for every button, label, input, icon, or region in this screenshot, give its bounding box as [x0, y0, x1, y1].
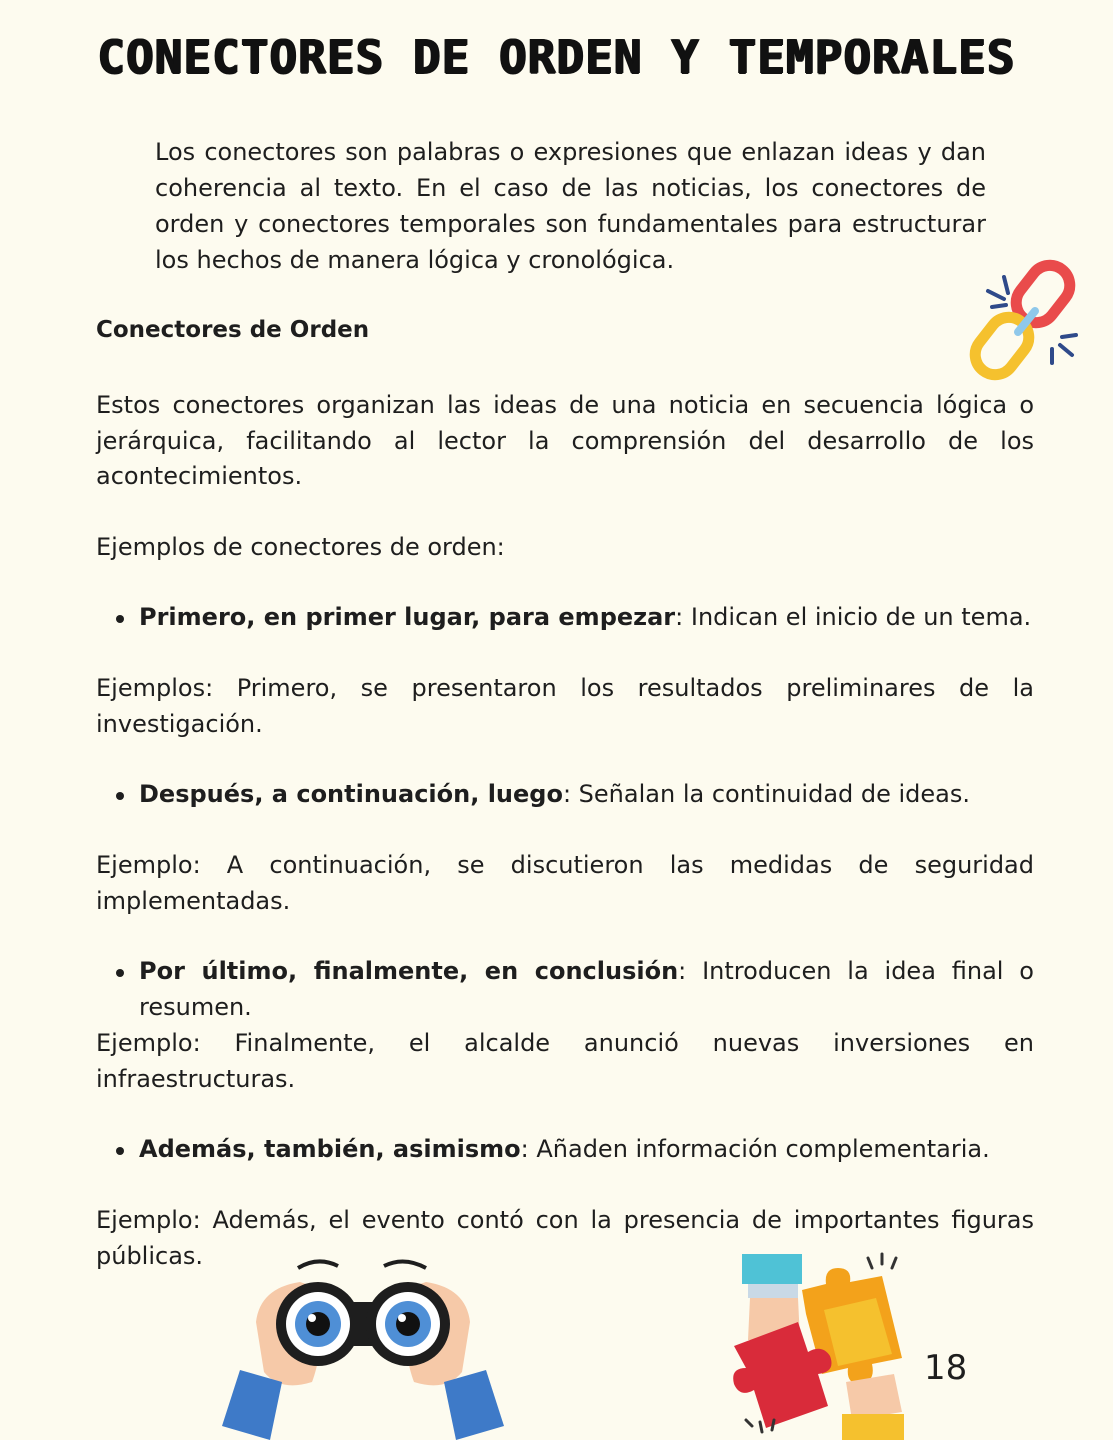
- connector-definition: : Introducen la idea final o resumen.: [139, 957, 1034, 1021]
- page-number: 18: [924, 1348, 968, 1388]
- page-title: CONECTORES DE ORDEN Y TEMPORALES: [97, 30, 1016, 84]
- example-sentence: Ejemplo: Finalmente, el alcalde anunció nuevas inversiones en infraestructuras.: [96, 1029, 1034, 1093]
- connector-definition: : Añaden información complementaria.: [520, 1135, 990, 1163]
- section-heading: Conectores de Orden: [96, 317, 370, 343]
- section-description: Estos conectores organizan las ideas de una noticia en secuencia lógica o jerárquica, facilitando al lector la comprensión del desarrollo de los acontecimientos.: [96, 391, 1034, 490]
- list-item: [139, 954, 1034, 1025]
- examples-label: Ejemplos de conectores de orden:: [96, 533, 505, 561]
- connector-term: Además, también, asimismo: [139, 1135, 521, 1163]
- connector-term: Después, a continuación, luego: [139, 780, 563, 808]
- connector-definition: : Señalan la continuidad de ideas.: [562, 780, 971, 808]
- connector-definition: : Indican el inicio de un tema.: [675, 603, 1032, 631]
- connector-term: Por último, finalmente, en conclusión: [139, 957, 679, 985]
- intro-paragraph: Los conectores son palabras o expresiones que enlazan ideas y dan coherencia al texto. En el caso de las noticias, los conectores de orden y conectores temporales son fundamentales para estructurar los hechos de manera lógica y cronológica.: [155, 138, 986, 274]
- example-sentence: Ejemplos: Primero, se presentaron los resultados preliminares de la investigación.: [96, 674, 1034, 738]
- connector-term: Primero, en primer lugar, para empezar: [139, 603, 676, 631]
- example-sentence: Ejemplo: A continuación, se discutieron las medidas de seguridad implementadas.: [96, 851, 1034, 915]
- list-item: [139, 777, 1034, 813]
- list-item: [139, 1132, 1034, 1168]
- puzzle-hands-illustration: [726, 1250, 918, 1440]
- list-item: [139, 600, 1034, 636]
- binoculars-illustration: [220, 1252, 510, 1440]
- example-sentence: Ejemplo: Además, el evento contó con la presencia de importantes figuras públicas.: [96, 1206, 1034, 1270]
- chain-link-icon: [968, 255, 1100, 387]
